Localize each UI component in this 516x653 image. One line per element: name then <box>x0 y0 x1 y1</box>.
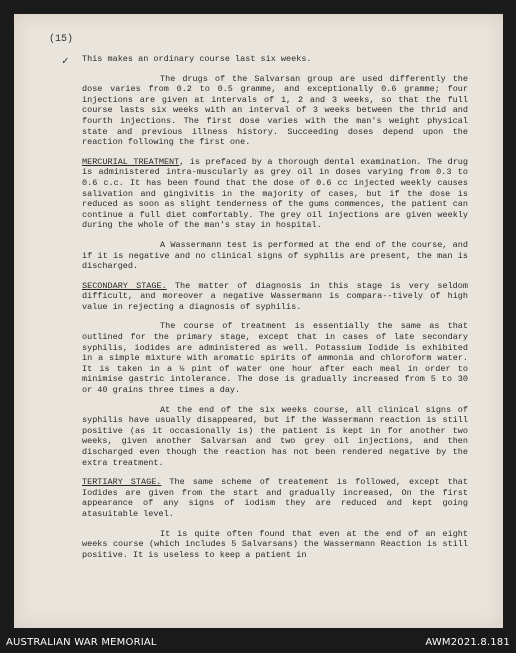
paragraph-1 <box>82 54 468 65</box>
footer-reference: AWM2021.8.181 <box>425 636 510 648</box>
paragraph-text: It is quite often found that even at the end of an eight weeks course (which includes 5 Salvarsans) the Wassermann Reaction is still positive. It is useless to keep a patient in <box>82 528 468 560</box>
paragraph-text: The matter of diagnosis in this stage is very seldom difficult, and moreover a negative Wassermann is compara--tively of high value in rejecting a diagnosis of syphilis. <box>82 280 468 312</box>
document-body <box>82 54 468 569</box>
paragraph-text: The same scheme of treatement is followed, except that Iodides are given from the start and gradually increased, On the first appearance of any signs of iodism they are reduced and kept going atasuitable level. <box>82 477 468 519</box>
paragraph-6 <box>82 321 468 395</box>
section-heading: SECONDARY STAGE. <box>82 280 167 291</box>
paragraph-text: The drugs of the Salvarsan group are used differently the dose varies from 0.2 to 0.5 gramme, and exceptionally 0.6 gramme; four injections are given at intervals of 1, 2 and 3 weeks, so that the full course lasts six weeks with an interval of 3 weeks between the thrid and fourth injections. The first dose varies with the man's weight physical state and previous illness history. Succeeding doses depend upon the reaction following the first one. <box>82 73 468 148</box>
paragraph-3 <box>82 157 468 231</box>
archive-footer <box>0 631 516 653</box>
paragraph-text: The course of treatment is essentially the same as that outlined for the primary stage, except that in cases of late secondary syphilis, iodides are administered as well. Potassium Iodide is exhibited in a simple mixture with aromatic spirits of ammonia and chloroform water. It is taken in a ½ pint of water one hour after each meal in order to minimise gastric intolerance. The dose is gradually increased from 5 to 30 or 40 grains three times a day. <box>82 321 468 396</box>
paragraph-text: , is prefaced by a thorough dental examination. The drug is administered intra-muscularly as grey oil in doses varying from 0.3 to 0.6 c.c. It has been found that the dose of 0.6 cc injected weekly causes salivation and gingivitis in the majority of cases, but if the dose is reduced as soon as slight tenderness of the gums commences, the patient can continue a full diet comfortably. The grey oil injections are given weekly during the whole of the man's stay in hospital. <box>82 156 468 231</box>
tick-mark: ✓ <box>62 54 69 67</box>
paragraph-9 <box>82 529 468 561</box>
section-heading: MERCURIAL TREATMENT <box>82 156 180 167</box>
paragraph-text: At the end of the six weeks course, all clinical signs of syphilis have usually disappeared, but if the Wassermann reaction is still positive (as it occasionally is) the patient is kept in for another two weeks, given another Salvarsan and two grey oil injections, and then discharged even though the reaction has not been rendered negative by the extra treatment. <box>82 404 468 468</box>
section-heading: TERTIARY STAGE. <box>82 477 162 488</box>
footer-institution: AUSTRALIAN WAR MEMORIAL <box>6 636 157 648</box>
page-number: (15) <box>49 34 74 45</box>
paragraph-8 <box>82 477 468 519</box>
paragraph-4 <box>82 240 468 272</box>
paragraph-text: A Wassermann test is performed at the end of the course, and if it is negative and no clinical signs of syphilis are present, the man is discharged. <box>82 239 468 272</box>
paragraph-7 <box>82 405 468 469</box>
paragraph-2 <box>82 74 468 148</box>
paragraph-5 <box>82 281 468 313</box>
document-page <box>14 14 503 628</box>
paragraph-text: This makes an ordinary course last six weeks. <box>82 54 312 64</box>
